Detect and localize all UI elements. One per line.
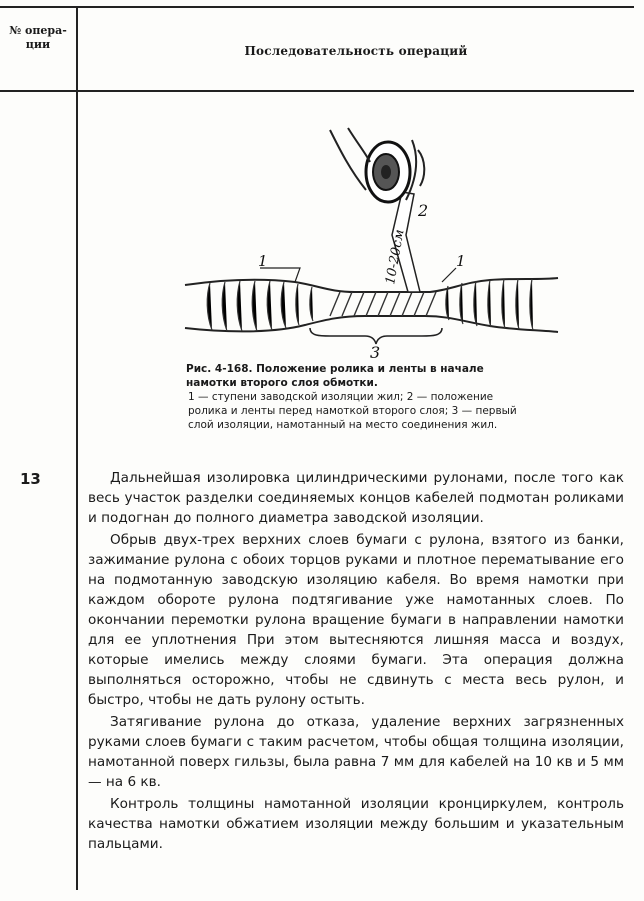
operation-number: 13 — [20, 470, 41, 488]
paragraph: Контроль толщины намотанной изоляции кронциркулем, контроль качества намотки обжатием изоляции между большим и указательным пальцами. — [88, 796, 624, 852]
table-top-rule — [0, 6, 634, 8]
label-dim: 10-20см — [383, 228, 408, 286]
paragraph: Обрыв двух-трех верхних слоев бумаги с рулона, взятого из банки, зажимание рулона с обоих торцов руками и плотное перематывание его на подмотанную заводскую изоляцию кабеля. Во время намотки при каждом обороте рулона подтягивание уже намотанных слоев. По окончании перемотки рулона вращение бумаги в направлении намотки для ее уплотнения При этом вытесняются лишняя масса и воздух, которые имелись между слоями бумаги. Эта операция должна выполняться осторожно, чтобы не сдвинуть с места весь рулон, и быстро, чтобы не дать рулону остыть. — [88, 532, 624, 708]
figure-caption — [186, 362, 526, 432]
column-header-operation-number: № опера-ции — [9, 24, 67, 51]
wound-layer-hatching — [330, 292, 436, 316]
operation-description — [88, 468, 624, 854]
leader-1-right — [442, 268, 456, 282]
label-2: 2 — [418, 201, 429, 220]
roller-hub — [381, 165, 391, 179]
paragraph: Затягивание рулона до отказа, удаление верхних загрязненных руками слоев бумаги с таким расчетом, чтобы общая толщина изоляции, намотанной поверх гильзы, была равна 7 мм для кабелей на 10 кв и 5 мм — на 6 кв. — [88, 714, 624, 790]
paragraph: Дальнейшая изолировка цилиндрическими рулонами, после того как весь участок разделки соединяемых концов кабелей подмотан роликами и подогнан до полного диаметра заводской изоляции. — [88, 470, 624, 526]
table-header-rule — [0, 90, 634, 92]
label-3: 3 — [370, 343, 381, 360]
caption-title: Рис. 4-168. Положение ролика и ленты в начале намотки второго слоя обмотки. — [186, 363, 484, 389]
label-1-left: 1 — [258, 252, 268, 270]
label-1-right: 1 — [456, 252, 466, 270]
column-header-operation-sequence: Последовательность операций — [244, 44, 468, 58]
brace-3 — [310, 328, 442, 344]
figure-roller-tape — [180, 120, 560, 360]
caption-body: 1 — ступени заводской изоляции жил; 2 — положение ролика и ленты перед намоткой второго слоя; 3 — первый слой изоляции, намотанный на место соединения жил. — [188, 391, 517, 431]
table-column-rule — [76, 6, 78, 890]
left-step-hatching — [207, 281, 313, 331]
